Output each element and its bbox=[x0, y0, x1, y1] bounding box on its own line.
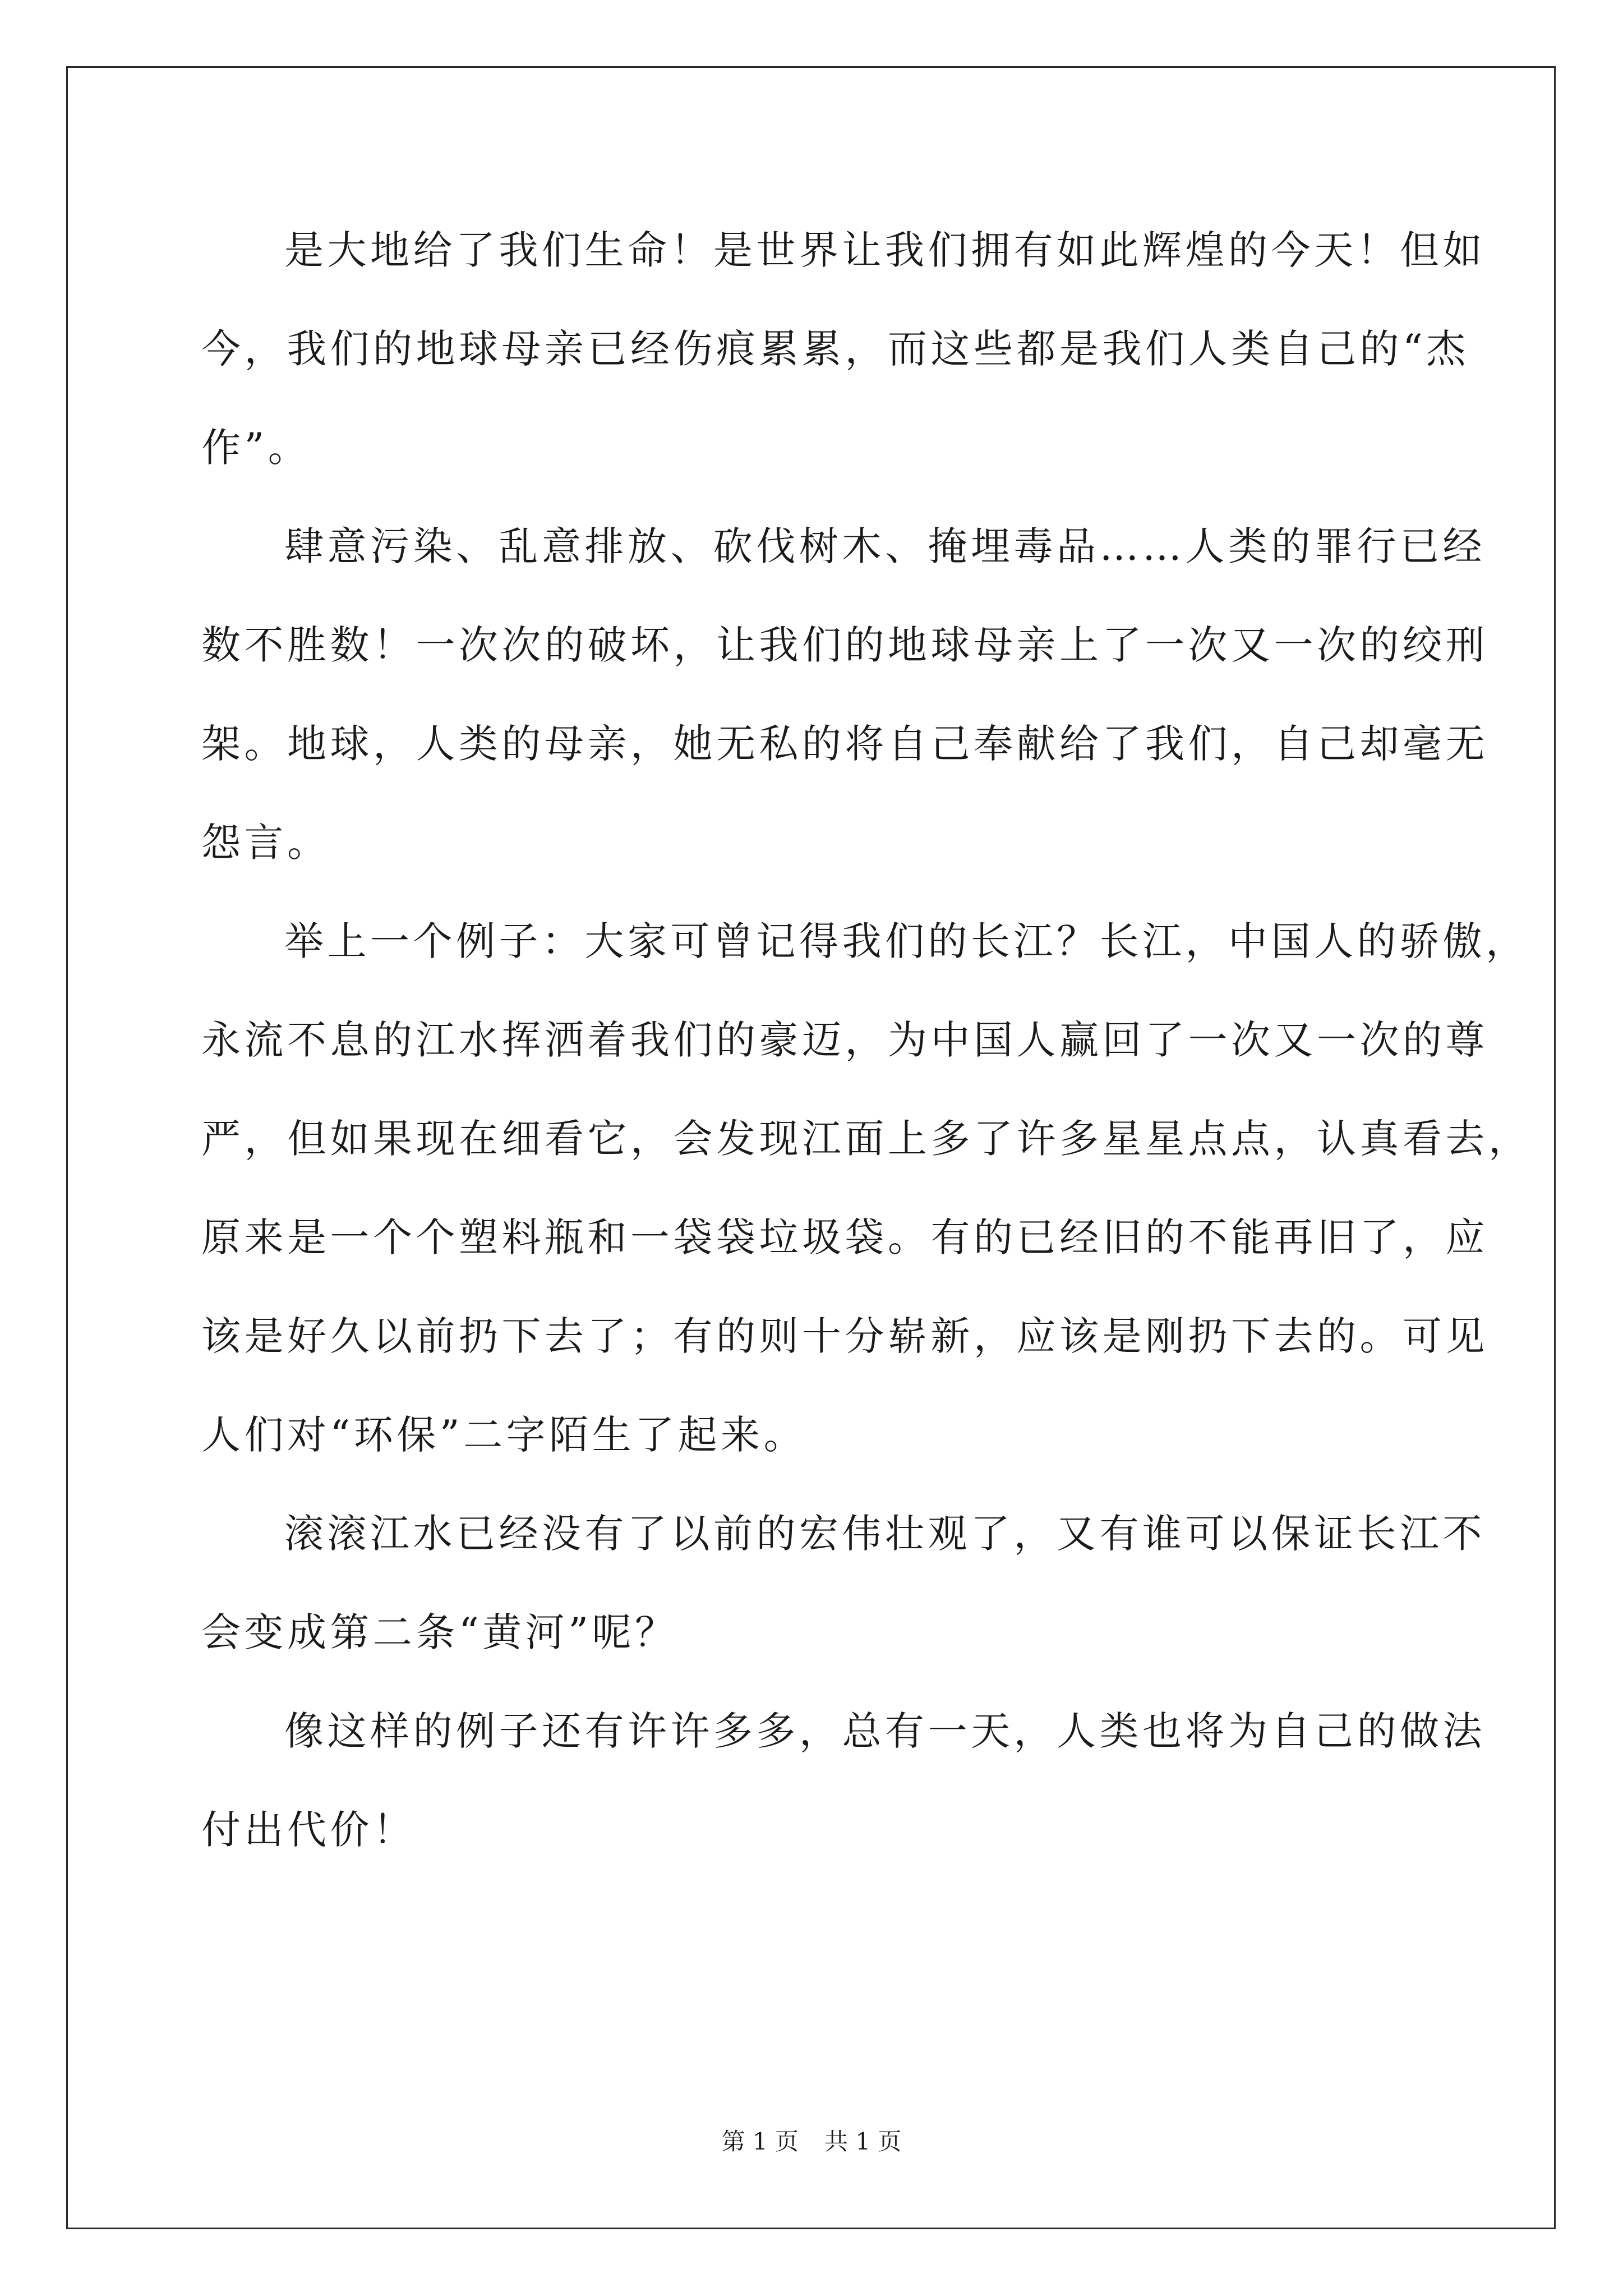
page-footer bbox=[0, 2123, 1623, 2157]
text-line: 滚滚江水已经没有了以前的宏伟壮观了，又有谁可以保证长江不 bbox=[284, 1511, 1486, 1557]
text-line: 肆意污染、乱意排放、砍伐树木、掩埋毒品……人类的罪行已经 bbox=[284, 523, 1486, 569]
text-line: 人们对“环保”二字陌生了起来。 bbox=[201, 1412, 807, 1458]
text-line: 数不胜数！一次次的破坏，让我们的地球母亲上了一次又一次的绞刑 bbox=[201, 622, 1488, 668]
paragraph bbox=[201, 497, 1488, 892]
text-line: 严，但如果现在细看它，会发现江面上多了许多星星点点，认真看去， bbox=[201, 1116, 1532, 1162]
text-line: 怨言。 bbox=[201, 820, 330, 866]
page-total: 共 1 页 bbox=[824, 2128, 902, 2155]
paragraph bbox=[201, 1484, 1486, 1682]
page-number: 第 1 页 bbox=[721, 2128, 799, 2155]
text-line: 该是好久以前扔下去了；有的则十分崭新，应该是刚扔下去的。可见 bbox=[201, 1313, 1488, 1359]
text-line: 作”。 bbox=[201, 425, 311, 471]
paragraph bbox=[201, 201, 1486, 497]
text-line: 架。地球，人类的母亲，她无私的将自己奉献给了我们，自己却毫无 bbox=[201, 721, 1488, 767]
paragraph bbox=[201, 892, 1532, 1484]
text-line: 永流不息的江水挥洒着我们的豪迈，为中国人赢回了一次又一次的尊 bbox=[201, 1017, 1488, 1063]
text-line: 像这样的例子还有许许多多，总有一天，人类也将为自己的做法 bbox=[284, 1708, 1486, 1754]
text-line: 会变成第二条“黄河”呢？ bbox=[201, 1609, 678, 1655]
paragraph bbox=[201, 1682, 1486, 1879]
text-line: 付出代价！ bbox=[201, 1807, 416, 1853]
text-line: 举上一个例子：大家可曾记得我们的长江？长江，中国人的骄傲， bbox=[284, 918, 1529, 964]
text-line: 今，我们的地球母亲已经伤痕累累，而这些都是我们人类自己的“杰 bbox=[201, 326, 1469, 372]
document-body bbox=[201, 201, 1532, 1879]
text-line: 原来是一个个塑料瓶和一袋袋垃圾袋。有的已经旧的不能再旧了，应 bbox=[201, 1214, 1488, 1260]
text-line: 是大地给了我们生命！是世界让我们拥有如此辉煌的今天！但如 bbox=[284, 227, 1486, 273]
